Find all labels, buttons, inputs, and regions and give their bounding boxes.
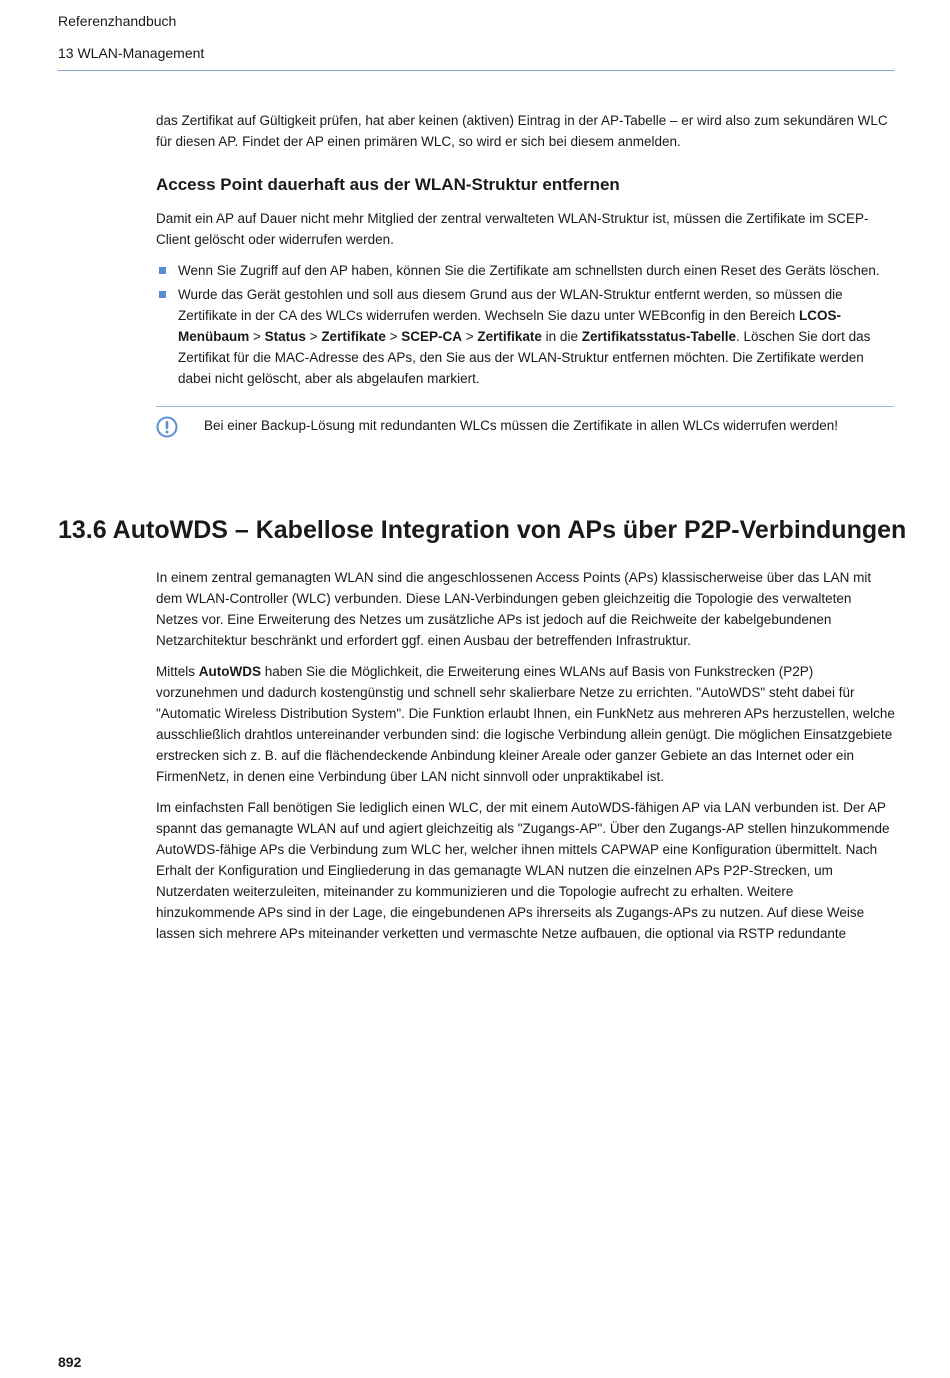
exclamation-icon bbox=[156, 416, 178, 438]
section-heading-remove-ap: Access Point dauerhaft aus der WLAN-Struktur entfernen bbox=[156, 175, 620, 194]
table-name: Zertifikatsstatus-Tabelle bbox=[581, 329, 736, 344]
page-number: 892 bbox=[58, 1354, 82, 1370]
list-item bbox=[156, 260, 896, 281]
autowds-term: AutoWDS bbox=[198, 664, 261, 679]
autowds-paragraph-1: In einem zentral gemanagten WLAN sind die angeschlossenen Access Points (APs) klassischerweise über das LAN mit dem WLAN-Controller (WLC) verbunden. Diese LAN-Verbindungen geben gleichzeitig die Topologie des verwalteten Netzes vor. Eine Erweiterung des Netzes um zusätzliche APs ist jedoch auf die Reichweite der kabelgebundenen Netzarchitektur beschränkt und erfordert ggf. einen Ausbau der betreffenden Infrastruktur. bbox=[156, 570, 872, 648]
menu-path-separator: > bbox=[305, 329, 322, 344]
bullet-text-lead: Wurde das Gerät gestohlen und soll aus diesem Grund aus der WLAN-Struktur entfernt werden, so müssen die Zertifikate in der CA des WLCs widerrufen werden. Wechseln Sie dazu unter WEBconfig in den Bereich bbox=[178, 287, 843, 323]
note-text: Bei einer Backup-Lösung mit redundanten WLCs müssen die Zertifikate in allen WLCs widerrufen werden! bbox=[204, 418, 839, 433]
intro-text: das Zertifikat auf Gültigkeit prüfen, hat aber keinen (aktiven) Eintrag in der AP-Tabelle – er wird also zum sekundären WLC für diesen AP. Findet der AP einen primären WLC, so wird er sich bei diesem anmelden. bbox=[156, 113, 888, 149]
autowds-paragraph-2 bbox=[156, 661, 896, 787]
section-remove-ap-body bbox=[156, 208, 896, 250]
menu-path-separator: > bbox=[462, 329, 478, 344]
bullet-text-reset: Wenn Sie Zugriff auf den AP haben, können Sie die Zertifikate am schnellsten durch einen Reset des Geräts löschen. bbox=[178, 263, 880, 278]
bullet-marker bbox=[159, 291, 166, 298]
chapter-title: 13 WLAN-Management bbox=[58, 42, 894, 71]
menu-path-separator: > bbox=[385, 329, 402, 344]
autowds-paragraph-3: Im einfachsten Fall benötigen Sie lediglich einen WLC, der mit einem AutoWDS-fähigen AP via LAN verbunden ist. Der AP spannt das gemanagte WLAN auf und agiert gleichzeitig als "Zugangs-AP". Über den Zugangs-AP stellen hinzukommende AutoWDS-fähige APs die Verbindung zum WLC her, welcher ihnen mittels CAPWAP eine Konfiguration übermittelt. Nach Erhalt der Konfiguration und Eingliederung in das gemanagte WLAN nutzen die einzelnen APs P2P-Strecken, um Nutzerdaten weiterzuleiten, miteinander zu kommunizieren und die Topologie aufrecht zu erhalten. Weitere hinzukommende APs sind in der Lage, die eingebundenen APs ihrerseits als Zugangs-APs zu nutzen. Auf diese Weise lassen sich mehrere APs miteinander verketten und vermaschte Netze aufbauen, die optional via RSTP redundante bbox=[156, 800, 890, 941]
section-remove-ap-text: Damit ein AP auf Dauer nicht mehr Mitglied der zentral verwalteten WLAN-Struktur ist, müssen die Zertifikate im SCEP-Client gelöscht oder widerrufen werden. bbox=[156, 211, 869, 247]
bullet-text-mid: in die bbox=[541, 329, 582, 344]
note-box bbox=[156, 406, 894, 447]
section-autowds-body bbox=[156, 567, 896, 954]
menu-path-scep-ca: SCEP-CA bbox=[401, 329, 462, 344]
menu-path-status: Status bbox=[264, 329, 306, 344]
bullet-list bbox=[156, 260, 896, 392]
list-item bbox=[156, 284, 896, 389]
intro-paragraph bbox=[156, 110, 896, 152]
menu-path-separator: > bbox=[249, 329, 265, 344]
bullet-text-tail: . Löschen Sie dort das Zertifikat für die MAC-Adresse des APs, den Sie aus der WLAN-Struktur entfernen möchten. Die Zertifikate werden dabei nicht gelöscht, aber als abgelaufen markiert. bbox=[178, 329, 871, 386]
document-title: Referenzhandbuch bbox=[58, 13, 177, 29]
menu-path-lcos: LCOS-Menübaum bbox=[178, 308, 842, 344]
autowds-paragraph-2-lead: Mittels bbox=[156, 664, 199, 679]
section-heading-autowds: 13.6 AutoWDS – Kabellose Integration von APs über P2P-Verbindungen bbox=[58, 516, 907, 544]
menu-path-zertifikate-sub: Zertifikate bbox=[477, 329, 542, 344]
menu-path-zertifikate: Zertifikate bbox=[321, 329, 386, 344]
autowds-paragraph-2-tail: haben Sie die Möglichkeit, die Erweiterung eines WLANs auf Basis von Funkstrecken (P2P) vorzunehmen und dadurch kostengünstig und schnell sehr skalierbare Netze zu errichten. "AutoWDS" steht dabei für "Automatic Wireless Distribution System". Die Funktion erlaubt Ihnen, ein FunkNetz aus mehreren APs herzustellen, welche ausschließlich drahtlos untereinander verbunden sind: die logische Verbindung allein genügt. Die möglichen Einsatzgebiete erstrecken sich z. B. auf die flächendeckende Anbindung kleiner Areale oder ganzer Gebiete an das Internet oder ein FirmenNetz, in denen eine Verbindung über LAN nicht sinnvoll oder unpraktikabel ist. bbox=[156, 664, 895, 784]
bullet-marker bbox=[159, 267, 166, 274]
page-header bbox=[58, 10, 894, 71]
